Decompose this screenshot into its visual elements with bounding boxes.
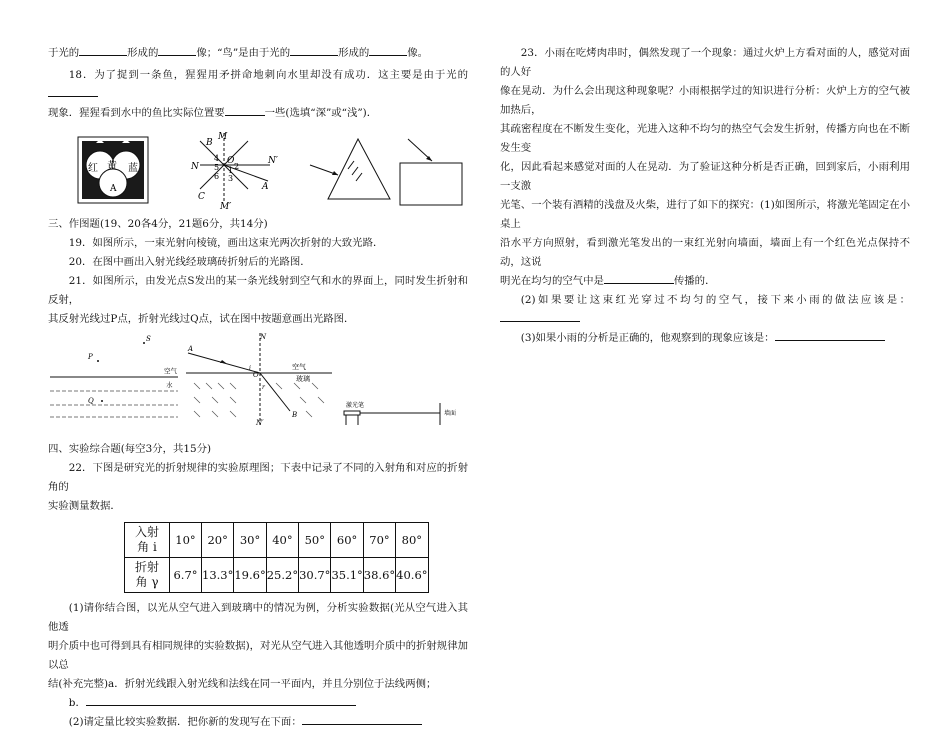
label-A: A xyxy=(188,345,194,353)
table-header-incident xyxy=(125,523,170,558)
table-header-refraction xyxy=(125,558,170,593)
question-18-cont xyxy=(48,104,468,123)
glass-block-figure xyxy=(400,139,462,205)
label-N: N xyxy=(260,333,267,341)
answer-blank[interactable] xyxy=(79,44,127,56)
answer-blank[interactable] xyxy=(86,694,356,706)
question-23-line: 像在晃动．为什么会出现这种现象呢？小雨根据学过的知识进行分析：火炉上方的空气被加热后， xyxy=(500,85,910,116)
table-row xyxy=(125,523,429,558)
section-4-title: 四、实验综合题(每空3分，共15分) xyxy=(48,443,212,455)
text: 角 i xyxy=(137,540,157,554)
label-B: B xyxy=(206,138,213,148)
table-row xyxy=(125,558,429,593)
text: 一些(选填“深”或“浅”)． xyxy=(264,107,378,119)
label-M: M xyxy=(218,132,228,142)
text: 传播的． xyxy=(673,275,716,287)
question-22-1-cont: 明介质中也可得到具有相同规律的实验数据)，对光从空气进入其他透明介质中的折射规律加以总 xyxy=(48,640,468,671)
color-circles-figure xyxy=(78,137,148,203)
text: 形成的 xyxy=(338,47,370,59)
table-cell: 40.6° xyxy=(396,558,428,593)
text: (2)如果要让这束红光穿过不均匀的空气，接下来小雨的做法应该是： xyxy=(520,294,910,306)
label-P: P xyxy=(88,353,93,361)
angle-2: 2 xyxy=(234,162,240,171)
text: 入射 xyxy=(134,525,159,539)
label-glass-right: 玻璃 xyxy=(296,375,310,383)
label-N-prime: N′ xyxy=(256,419,264,427)
label-r: r xyxy=(262,384,265,391)
answer-blank[interactable] xyxy=(604,272,674,284)
label-N: N xyxy=(191,162,199,172)
label-wall: 墙面 xyxy=(444,410,457,417)
text: (2)请定量比较实验数据．把你新的发现写在下面： xyxy=(68,716,302,728)
question-20: 20．在图中画出入射光线经玻璃砖折射后的光路图． xyxy=(68,256,311,268)
table-cell: 20° xyxy=(202,523,234,558)
figure-row-1 xyxy=(48,129,468,211)
answer-blank[interactable] xyxy=(500,310,580,322)
table-cell: 30.7° xyxy=(299,558,331,593)
question-23-3 xyxy=(500,329,910,348)
question-23-line: 化，因此看起来感觉对面的人在晃动．为了验证这种分析是否正确，回到家后，小雨利用一支激 xyxy=(500,161,910,192)
question-21-cont: 其反射光线过P点，折射光线过Q点，试在图中按题意画出光路图． xyxy=(48,313,355,325)
question-23-line: 23．小雨在吃烤肉串时，偶然发现了一个现象：通过火炉上方看对面的人，感觉对面的人好 xyxy=(500,47,910,78)
text: b． xyxy=(68,697,86,709)
figure-row-2 xyxy=(48,333,468,438)
air-water-figure xyxy=(50,335,178,417)
question-23-end xyxy=(500,272,910,291)
answer-blank[interactable] xyxy=(48,85,98,97)
question-22-b xyxy=(48,694,468,713)
table-cell: 35.1° xyxy=(331,558,363,593)
answer-blank[interactable] xyxy=(302,713,422,725)
answer-blank[interactable] xyxy=(158,44,196,56)
question-22-cont: 实验测量数据． xyxy=(48,500,121,512)
table-cell: 38.6° xyxy=(363,558,395,593)
label-A: A xyxy=(262,182,269,192)
answer-blank[interactable] xyxy=(775,329,885,341)
question-22-1: (1)请你结合图，以光从空气进入到玻璃中的情况为例，分析实验数据(光从空气进入其他透 xyxy=(48,602,468,633)
label-red: 红 xyxy=(88,163,98,174)
question-23-line: 其疏密程度在不断发生变化，光进入这种不均匀的热空气会发生折射，传播方向也在不断发生变 xyxy=(500,123,910,154)
label-i: i xyxy=(249,365,251,372)
label-O: O xyxy=(253,371,259,379)
label-C: C xyxy=(198,192,205,202)
question-23-line: 光笔、一个装有酒精的浅盘及火柴，进行了如下的探究：(1)如图所示，将激光笔固定在小桌上 xyxy=(500,199,910,230)
prism-figure xyxy=(310,139,390,199)
air-glass-figure xyxy=(186,333,332,427)
question-19: 19．如图所示，一束光射向棱镜，画出这束光两次折射的大致光路． xyxy=(68,237,384,249)
table-cell: 30° xyxy=(234,523,266,558)
label-air-right: 空气 xyxy=(292,363,306,371)
answer-blank[interactable] xyxy=(225,104,265,116)
label-a: A xyxy=(110,184,117,194)
question-21: 21．如图所示，由发光点S发出的某一条光线射到空气和水的界面上，同时发生折射和反射， xyxy=(48,275,468,306)
label-yellow: 黄 xyxy=(107,161,117,172)
label-Q: Q xyxy=(88,397,94,405)
label-O: O xyxy=(227,156,235,166)
left-column xyxy=(48,44,468,732)
table-cell: 40° xyxy=(266,523,298,558)
text: 明光在均匀的空气中是 xyxy=(500,275,604,287)
label-M-prime: M′ xyxy=(220,202,232,211)
label-air-left: 空气 xyxy=(164,367,177,375)
table-cell: 25.2° xyxy=(266,558,298,593)
question-18 xyxy=(48,66,468,104)
angle-6: 6 xyxy=(214,172,220,181)
section-3-title: 三、作图题(19、20各4分，21题6分，共14分) xyxy=(48,218,268,230)
text: 角 γ xyxy=(135,575,159,589)
table-cell: 10° xyxy=(170,523,202,558)
text: 现象．猩猩看到水中的鱼比实际位置要 xyxy=(48,107,225,119)
angle-1: 1 xyxy=(228,166,234,175)
table-cell: 13.3° xyxy=(202,558,234,593)
figure-set-1 xyxy=(48,129,468,211)
label-blue: 蓝 xyxy=(128,163,138,174)
table-cell: 19.6° xyxy=(234,558,266,593)
text: 像；“鸟”是由于光的 xyxy=(196,47,291,59)
text: 形成的 xyxy=(127,47,159,59)
table-cell: 70° xyxy=(363,523,395,558)
table-cell: 6.7° xyxy=(170,558,202,593)
text: 像。 xyxy=(407,47,429,59)
label-laser: 激光笔 xyxy=(346,402,365,409)
laser-table-figure xyxy=(344,401,456,425)
reflection-angle-figure xyxy=(190,132,278,211)
angle-5: 5 xyxy=(214,163,220,172)
figure-set-2 xyxy=(48,333,468,438)
angle-3: 3 xyxy=(228,174,234,183)
table-cell: 80° xyxy=(396,523,428,558)
right-column xyxy=(500,44,910,348)
table-cell: 60° xyxy=(331,523,363,558)
question-22-1-end: 结(补充完整)a．折射光线跟入射光线和法线在同一平面内，并且分别位于法线两侧； xyxy=(48,678,437,690)
label-water-left: 水 xyxy=(166,381,173,389)
question-23-line: 沿水平方向照射，看到激光笔发出的一束红光射向墙面，墙面上有一个红色光点保持不动，这说 xyxy=(500,237,910,268)
question-22: 22．下图是研究光的折射规律的实验原理图；下表中记录了不同的入射角和对应的折射角的 xyxy=(48,462,468,493)
angle-4: 4 xyxy=(214,154,220,163)
label-S: S xyxy=(146,335,151,343)
answer-blank[interactable] xyxy=(290,44,338,56)
question-22-2 xyxy=(48,713,468,732)
text: (3)如果小雨的分析是正确的，他观察到的现象应该是： xyxy=(520,332,775,344)
refraction-data-table xyxy=(124,522,429,593)
line-top xyxy=(48,44,468,63)
text: 于光的 xyxy=(48,47,80,59)
table-cell: 50° xyxy=(299,523,331,558)
answer-blank[interactable] xyxy=(369,44,407,56)
label-N-prime: N′ xyxy=(268,156,278,166)
text: 18．为了捉到一条鱼，猩猩用矛拼命地刺向水里却没有成功．这主要是由于光的 xyxy=(68,69,468,81)
label-B: B xyxy=(292,411,298,419)
question-23-2 xyxy=(500,291,910,329)
text: 折射 xyxy=(134,560,159,574)
